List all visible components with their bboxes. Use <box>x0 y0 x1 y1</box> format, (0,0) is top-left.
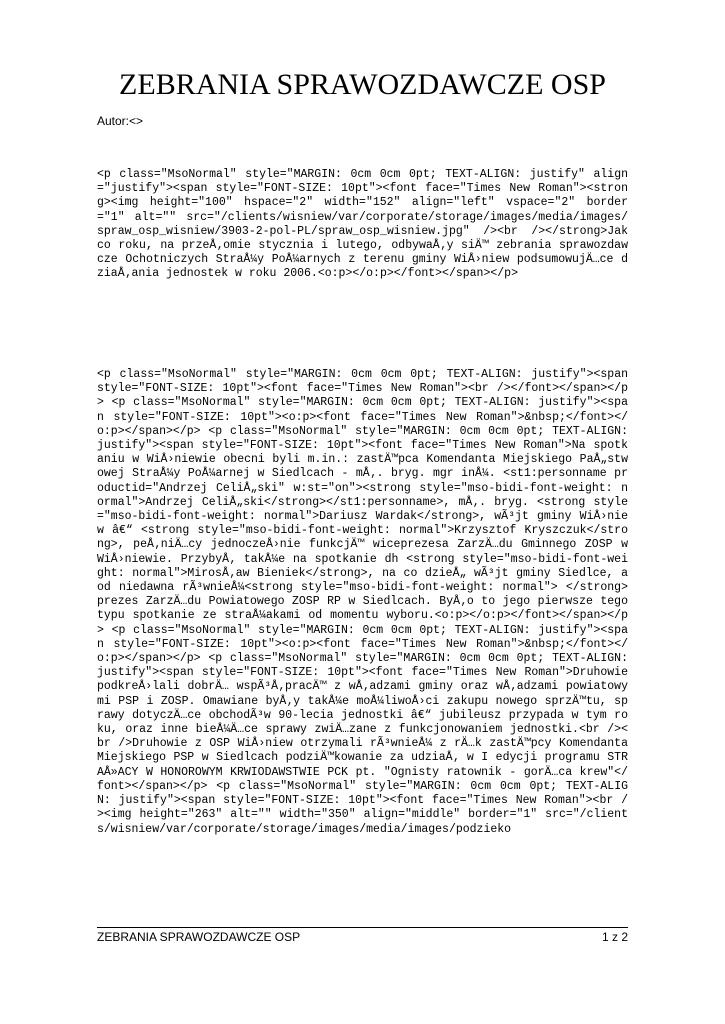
author-line: Autor:<> <box>97 114 144 128</box>
raw-html-paragraph-body: <p class="MsoNormal" style="MARGIN: 0cm 0cm 0pt; TEXT-ALIGN: justify"><span style="FONT-SIZE: 10pt"><font face="Times New Roman"><br /></font></span></p> <p class="MsoNormal" style="MARGIN: 0cm 0cm 0pt; TEXT-ALIGN: justify"><span style="FONT-SIZE: 10pt"><o:p><font face="Times New Roman">&nbsp;</font></o:p></span></p> <p class="MsoNormal" style="MARGIN: 0cm 0cm 0pt; TEXT-ALIGN: justify"><span style="FONT-SIZE: 10pt"><font face="Times New Roman">Na spotkaniu w WiÅ›niewie obecni byli m.in.: zastÄ™pca Komendanta Miejskiego PaÅ„stwowej StraÅ¼y PoÅ¼arnej w Siedlcach - mÅ‚. bryg. mgr inÅ¼. <st1:personname productid="Andrzej CeliÅ„ski" w:st="on"><strong style="mso-bidi-font-weight: normal">Andrzej CeliÅ„ski</strong></st1:personname>, mÅ‚. bryg. <strong style="mso-bidi-font-weight: normal">Dariusz Wardak</strong>, wÃ³jt gminy WiÅ›niew â€“ <strong style="mso-bidi-font-weight: normal">Krzysztof Kryszczuk</strong>, peÅ‚niÄ…cy jednoczeÅ›nie funkcjÄ™ wiceprezesa ZarzÄ…du Gminnego ZOSP w WiÅ›niewie. PrzybyÅ‚ takÅ¼e na spotkanie dh <strong style="mso-bidi-font-weight: normal">MirosÅ‚aw Bieniek</strong>, na co dzieÅ„ wÃ³jt gminy Siedlce, a od niedawna rÃ³wnieÅ¼<strong style="mso-bidi-font-weight: normal"> </strong>prezes ZarzÄ…du Powiatowego ZOSP RP w Siedlcach. ByÅ‚o to jego pierwsze tego typu spotkanie ze straÅ¼akami od momentu wyboru.<o:p></o:p></font></span></p> <p class="MsoNormal" style="MARGIN: 0cm 0cm 0pt; TEXT-ALIGN: justify"><span style="FONT-SIZE: 10pt"><o:p><font face="Times New Roman">&nbsp;</font></o:p></span></p> <p class="MsoNormal" style="MARGIN: 0cm 0cm 0pt; TEXT-ALIGN: justify"><span style="FONT-SIZE: 10pt"><font face="Times New Roman">Druhowie podkreÅ›lali dobrÄ… wspÃ³Å‚pracÄ™ z wÅ‚adzami gminy oraz wÅ‚adzami powiatowymi PSP i ZOSP. Omawiane byÅ‚y takÅ¼e moÅ¼liwoÅ›ci zakupu nowego sprzÄ™tu, sprawy dotyczÄ…ce obchodÃ³w 90-lecia jednostki â€“ jubileusz przypada w tym roku, oraz inne bieÅ¼Ä…ce sprawy zwiÄ…zane z funkcjonowaniem jednostki.<br /><br />Druhowie z OSP WiÅ›niew otrzymali rÃ³wnieÅ¼ z rÄ…k zastÄ™pcy Komendanta Miejskiego PSP w Siedlcach podziÄ™kowanie za udziaÅ‚ w I edycji programu STRAÅ»ACY W HONOROWYM KRWIODAWSTWIE PCK pt. "Ognisty ratownik - gorÄ…ca krew"</font></span></p> <p class="MsoNormal" style="MARGIN: 0cm 0cm 0pt; TEXT-ALIGN: justify"><span style="FONT-SIZE: 10pt"><font face="Times New Roman"><br /><img height="263" alt="" width="350" align="middle" border="1" src="/clients/wisniew/var/corporate/storage/images/media/images/podzieko <box>97 368 628 836</box>
footer-title: ZEBRANIA SPRAWOZDAWCZE OSP <box>97 930 301 944</box>
document-title: ZEBRANIA SPRAWOZDAWCZE OSP <box>119 68 606 101</box>
footer-divider <box>97 927 628 928</box>
footer-page-number: 1 z 2 <box>601 930 628 944</box>
raw-html-paragraph-intro: <p class="MsoNormal" style="MARGIN: 0cm 0cm 0pt; TEXT-ALIGN: justify" align="justify"><span style="FONT-SIZE: 10pt"><font face="Times New Roman"><strong><img height="100" hspace="2" width="152" align="left" vspace="2" border="1" alt="" src="/clients/wisniew/var/corporate/storage/images/media/images/spraw_osp_wisniew/3903-2-pol-PL/spraw_osp_wisniew.jpg" /><br /></strong>Jak co roku, na przeÅ‚omie stycznia i lutego, odbywaÅ‚y siÄ™ zebrania sprawozdawcze Ochotniczych StraÅ¼y PoÅ¼arnych z terenu gminy WiÅ›niew podsumowujÄ…ce dziaÅ‚ania jednostek w roku 2006.<o:p></o:p></font></span></p> <box>97 168 628 281</box>
